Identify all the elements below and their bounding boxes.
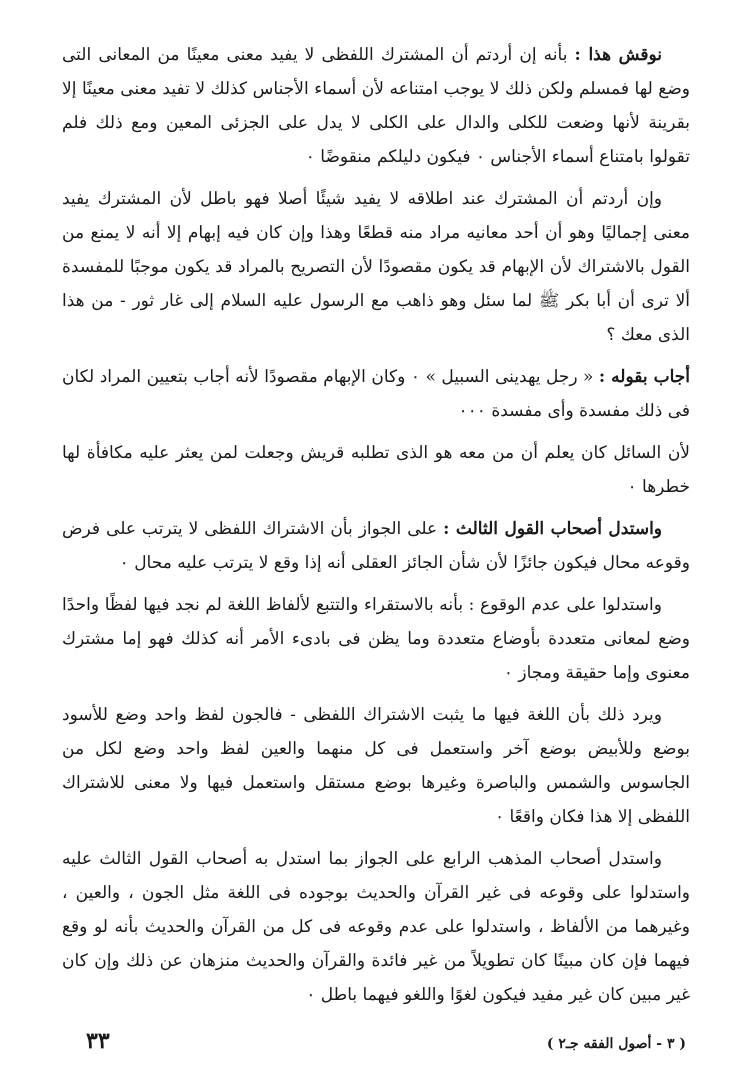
paragraph-5 (62, 512, 690, 580)
paragraph-2 (62, 182, 690, 352)
paragraph-text: « رجل يهدينى السبيل » ٠ وكان الإبهام مقصودًا لأنه أجاب بتعيين المراد لكان فى ذلك مفسدة وأى مفسدة ٠٠٠ (62, 367, 690, 421)
paragraph-3 (62, 360, 690, 428)
paragraph-6 (62, 588, 690, 690)
paragraph-text: على الجواز بأن الاشتراك اللفظى لا يترتب على فرض وقوعه محال فيكون جائزًا لأن شأن الجائز العقلى أنه إذا وقع لا يترتب عليه محال ٠ (62, 519, 690, 573)
paragraph-lead: نوقش هذا : (574, 45, 663, 65)
paragraph-text: ويرد ذلك بأن اللغة فيها ما يثبت الاشتراك اللفظى - فالجون لفظ واحد وضع للأسود بوضع وللأبيض بوضع آخر واستعمل فى كل منهما والعين لفظ واحد وضع لكل من الجاسوس والشمس والباصرة وغيرها بوضع مستقل واستعمل فيها ولا معنى للاشتراك اللفظى إلا هذا فكان واقعًا ٠ (62, 705, 690, 827)
body-text (62, 38, 690, 1012)
paragraph-4 (62, 436, 690, 504)
paragraph-text: بأنه إن أردتم أن المشترك اللفظى لا يفيد معنى معينًا من المعانى التى وضع لها فمسلم ولكن ذلك لا يوجب امتناعه لأن أسماء الأجناس كذلك لا تفيد معنى معينًا إلا بقرينة لأنها وضعت للكلى والدال على الكلى لا يدل على الجزئى المعين ومع ذلك فلم تقولوا بامتناع أسماء الأجناس ٠ فيكون دليلكم منقوضًا ٠ (62, 45, 690, 167)
page-number: ٣٣ (86, 1028, 110, 1054)
footer-signature-note: ( ٣ - أصول الفقه جـ٢ ) (546, 1036, 686, 1052)
paragraph-text: لأن السائل كان يعلم أن من معه هو الذى تطلبه قريش وجعلت لمن يعثر عليه مكافأة لها خطرها ٠ (62, 443, 690, 497)
paragraph-8 (62, 842, 690, 1012)
paragraph-text: واستدل أصحاب المذهب الرابع على الجواز بما استدل به أصحاب القول الثالث عليه واستدلوا على وقوعه فى غير القرآن والحديث بوجوده فى اللغة مثل الجون ، والعين ، وغيرهما من الألفاظ ، واستدلوا على عدم وقوعه فى كل من القرآن والحديث بأنه لو وقع فيهما فإن كان مبينًا كان تطويلاً من غير فائدة والقرآن والحديث منزهان عن ذلك وإن كان غير مبين كان غير مفيد فيكون لغوًا واللغو فيهما باطل ٠ (62, 849, 690, 1005)
paragraph-lead: واستدل أصحاب القول الثالث : (443, 519, 662, 539)
document-page (62, 38, 690, 1081)
page-footer (62, 1028, 690, 1068)
paragraph-1 (62, 38, 690, 174)
paragraph-text: وإن أردتم أن المشترك عند اطلاقه لا يفيد شيئًا أصلا فهو باطل لأن المشترك يفيد معنى إجماليًا وهو أن أحد معانيه مراد منه قطعًا وهذا وإن كان فيه إبهام إلا أنه لا يمنع من القول بالاشتراك لأن الإبهام قد يكون مقصودًا لأن التصريح بالمراد قد يكون موجبًا للمفسدة ألا ترى أن أبا بكر ﷺ لما سئل وهو ذاهب مع الرسول عليه السلام إلى غار ثور - من هذا الذى معك ؟ (62, 189, 690, 345)
paragraph-7 (62, 698, 690, 834)
paragraph-text: واستدلوا على عدم الوقوع : بأنه بالاستقراء والتتبع لألفاظ اللغة لم نجد فيها لفظًا واحدًا وضع لمعانى متعددة بأوضاع متعددة وما يظن فى بادىء الأمر أنه كذلك فهو إما مشترك معنوى وإما حقيقة ومجاز ٠ (62, 595, 690, 683)
paragraph-lead: أجاب بقوله : (598, 367, 690, 387)
